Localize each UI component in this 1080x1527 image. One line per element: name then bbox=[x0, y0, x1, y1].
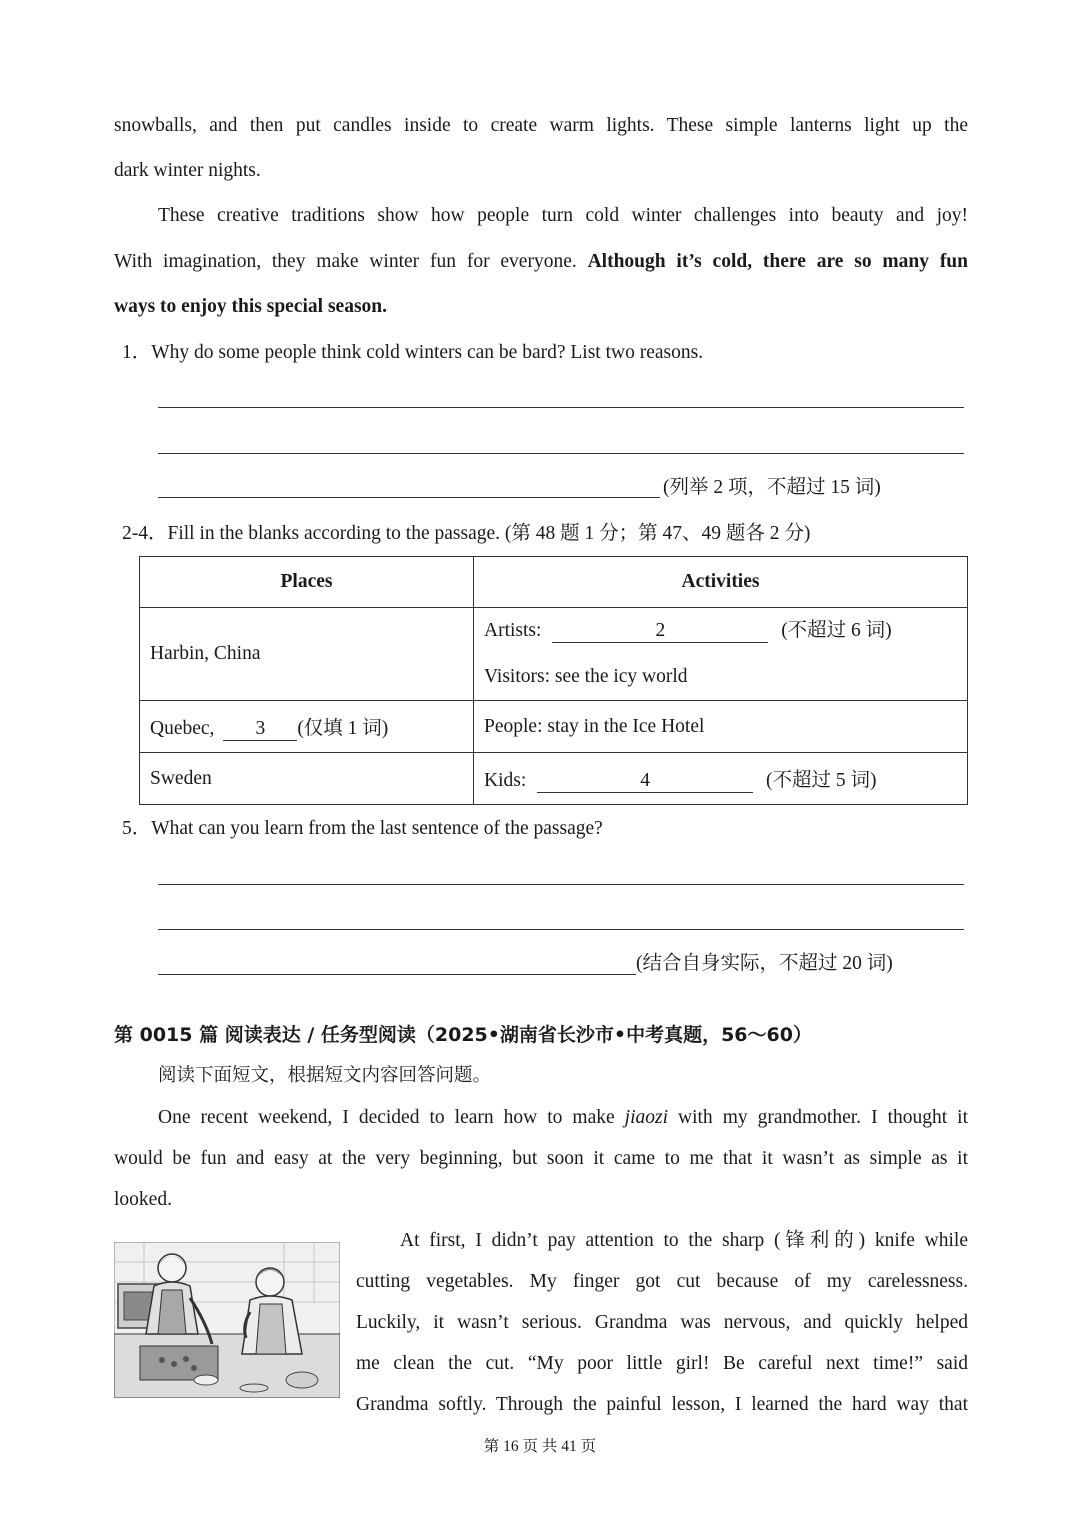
passage-line: me clean the cut. “My poor little girl! Be careful next time!” said bbox=[356, 1353, 968, 1374]
passage-line: Luckily, it wasn’t serious. Grandma was nervous, and quickly helped bbox=[356, 1312, 968, 1333]
passage-line bbox=[158, 1104, 968, 1132]
table-row bbox=[140, 753, 968, 805]
place-cell bbox=[140, 701, 474, 753]
answer-line[interactable] bbox=[158, 407, 964, 408]
table-row bbox=[140, 701, 968, 753]
passage-bold-text: Although it’s cold, there are so many fun bbox=[587, 251, 969, 272]
answer-line[interactable] bbox=[158, 884, 964, 885]
passage-text: With imagination, they make winter fun for everyone. bbox=[114, 251, 577, 272]
passage-line-bold: ways to enjoy this special season. bbox=[114, 296, 388, 317]
blank-4[interactable]: 4 bbox=[537, 770, 753, 793]
header-activities: Activities bbox=[474, 557, 968, 608]
passage-line: At first, I didn’t pay attention to the sharp (锋利的) knife while bbox=[400, 1230, 968, 1251]
fill-in-table bbox=[139, 556, 968, 805]
passage-line: looked. bbox=[114, 1189, 172, 1210]
word-limit-note: (结合自身实际，不超过 20 词) bbox=[636, 953, 893, 974]
activity-cell bbox=[474, 753, 968, 805]
blank-3[interactable]: 3 bbox=[223, 718, 297, 741]
page-footer: 第 16 页 共 41 页 bbox=[483, 1438, 597, 1455]
kids-label: Kids: bbox=[484, 770, 527, 791]
section-heading: 第 0015 篇 阅读表达 / 任务型阅读（2025•湖南省长沙市•中考真题，56～60） bbox=[114, 1024, 812, 1046]
table-row bbox=[140, 608, 968, 701]
passage-line: cutting vegetables. My finger got cut because of my carelessness. bbox=[356, 1271, 968, 1292]
word-limit-note: (列举 2 项，不超过 15 词) bbox=[663, 477, 881, 498]
word-limit-note: (不超过 6 词) bbox=[781, 620, 892, 641]
visitors-text: Visitors: see the icy world bbox=[484, 666, 688, 687]
passage-line: Grandma softly. Through the painful lesson, I learned the hard way that bbox=[356, 1394, 968, 1415]
passage-line: These creative traditions show how people turn cold winter challenges into beauty and joy! bbox=[158, 205, 968, 226]
word-limit-note: (仅填 1 词) bbox=[297, 718, 389, 739]
activity-cell bbox=[474, 608, 968, 701]
passage-italic-text: jiaozi bbox=[624, 1107, 668, 1128]
kitchen-illustration bbox=[114, 1242, 340, 1398]
instruction: 阅读下面短文，根据短文内容回答问题。 bbox=[158, 1065, 492, 1086]
answer-line[interactable] bbox=[158, 929, 964, 930]
activity-cell: People: stay in the Ice Hotel bbox=[474, 701, 968, 753]
quebec-label: Quebec, bbox=[150, 718, 215, 739]
question-5: 5．What can you learn from the last sentence of the passage? bbox=[122, 818, 603, 839]
passage-line: dark winter nights. bbox=[114, 160, 261, 181]
place-cell: Sweden bbox=[140, 753, 474, 805]
passage-line: snowballs, and then put candles inside to create warm lights. These simple lanterns light up the bbox=[114, 115, 968, 136]
passage-text: with my grandmother. I thought it bbox=[668, 1107, 969, 1128]
passage-line: would be fun and easy at the very beginning, but soon it came to me that it wasn’t as simple as it bbox=[114, 1148, 968, 1169]
answer-line[interactable] bbox=[158, 497, 660, 498]
header-places: Places bbox=[140, 557, 474, 608]
place-cell: Harbin, China bbox=[140, 608, 474, 701]
word-limit-note: (不超过 5 词) bbox=[766, 770, 877, 791]
passage-text: One recent weekend, I decided to learn how to make bbox=[158, 1107, 625, 1128]
question-2-4: 2-4．Fill in the blanks according to the passage. (第 48 题 1 分；第 47、49 题各 2 分) bbox=[122, 523, 811, 544]
blank-2[interactable]: 2 bbox=[552, 620, 768, 643]
question-1: 1．Why do some people think cold winters can be bard? List two reasons. bbox=[122, 342, 704, 363]
answer-line[interactable] bbox=[158, 453, 964, 454]
passage-line bbox=[114, 248, 968, 276]
answer-line[interactable] bbox=[158, 974, 636, 975]
artists-label: Artists: bbox=[484, 620, 542, 641]
